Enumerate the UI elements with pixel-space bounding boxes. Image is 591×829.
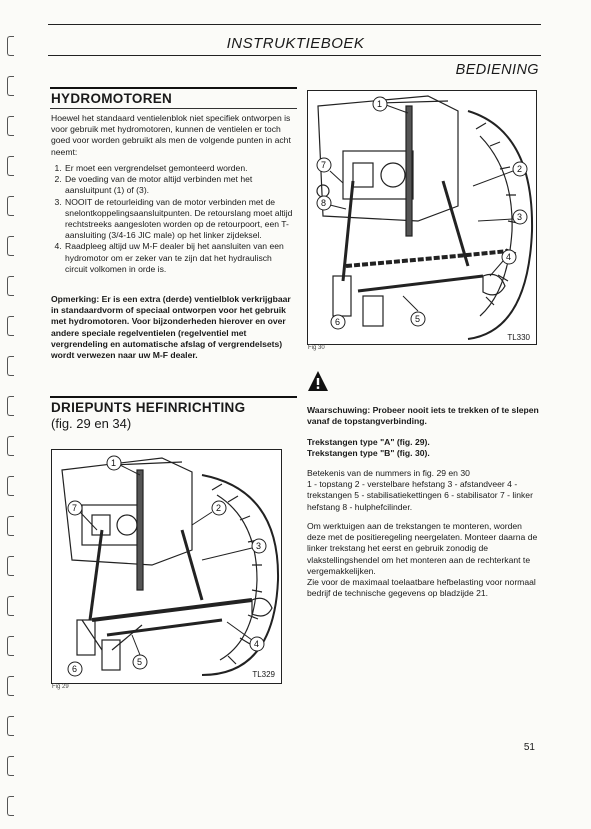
svg-text:1: 1 bbox=[377, 99, 383, 109]
driepunts-subtitle: (fig. 29 en 34) bbox=[51, 416, 132, 431]
binder-hole bbox=[7, 476, 14, 496]
binder-hole bbox=[7, 796, 14, 816]
warning-text: Waarschuwing: Probeer nooit iets te trekken of te slepen vanaf de topstangverbinding. bbox=[307, 405, 539, 427]
svg-text:3: 3 bbox=[256, 541, 262, 551]
svg-text:2: 2 bbox=[216, 503, 222, 513]
page-number: 51 bbox=[523, 742, 535, 753]
figure-29 bbox=[51, 449, 282, 684]
list-item: 2. De voeding van de motor altijd verbinden met het aansluitpunt (1) of (3). bbox=[64, 174, 296, 196]
type-a: Trekstangen type "A" (fig. 29). bbox=[307, 437, 430, 447]
callout-4 bbox=[227, 622, 264, 651]
binder-hole bbox=[7, 636, 14, 656]
type-b: Trekstangen type "B" (fig. 30). bbox=[307, 448, 430, 458]
list-item: 4. Raadpleeg altijd uw M-F dealer bij het aansluiten van een hydromotor om er zeker van te zijn dat het hydraulisch circuit volkomen in orde is. bbox=[64, 241, 296, 275]
section-bar bbox=[50, 87, 297, 89]
list-item: 1. Er moet een vergrendelset gemonteerd worden. bbox=[64, 163, 296, 174]
binder-hole bbox=[7, 356, 14, 376]
callout-3 bbox=[202, 539, 266, 560]
svg-text:7: 7 bbox=[72, 503, 78, 513]
hydromotoren-intro: Hoewel het standaard ventielenblok niet specifiek ontworpen is voor gebruik met hydromotoren, kunnen de ventielen er toch goed voor worden gebruikt als men de volgende punten in acht neemt: bbox=[51, 113, 291, 157]
binder-hole bbox=[7, 76, 14, 96]
svg-text:5: 5 bbox=[137, 657, 143, 667]
section-name: BEDIENING bbox=[455, 62, 539, 78]
binder-hole bbox=[7, 156, 14, 176]
callout-2 bbox=[192, 501, 226, 525]
binder-hole bbox=[7, 196, 14, 216]
callout-8 bbox=[317, 196, 346, 210]
hydromotoren-note: Opmerking: Er is een extra (derde) ventielblok verkrijgbaar in standaardvorm of speciaal ontworpen voor het gebruik met hydromotoren. Voor bijzonderheden hierover en over andere speciale regelventielen (regelventiel met vergrendeling en automatische afslag of vergrendelsets) wordt verwezen naar uw M-F dealer. bbox=[51, 294, 291, 361]
callout-6 bbox=[68, 662, 82, 676]
binder-hole bbox=[7, 316, 14, 336]
header-rule bbox=[48, 55, 541, 56]
header-rule bbox=[48, 24, 541, 25]
binder-hole bbox=[7, 676, 14, 696]
warning-triangle-icon bbox=[307, 370, 329, 392]
binder-hole bbox=[7, 516, 14, 536]
binder-hole bbox=[7, 236, 14, 256]
figure-code: TL329 bbox=[252, 670, 275, 679]
svg-text:4: 4 bbox=[254, 639, 260, 649]
callout-5 bbox=[403, 296, 425, 326]
binder-hole bbox=[7, 116, 14, 136]
binder-hole bbox=[7, 436, 14, 456]
svg-text:3: 3 bbox=[517, 212, 523, 222]
svg-text:5: 5 bbox=[415, 314, 421, 324]
section-bar bbox=[50, 396, 297, 398]
figure-code: TL330 bbox=[507, 333, 530, 342]
figure-label: Fig 29 bbox=[52, 684, 69, 690]
binder-hole bbox=[7, 756, 14, 776]
manual-title: INSTRUKTIEBOEK bbox=[226, 35, 365, 52]
binder-hole bbox=[7, 276, 14, 296]
callout-5 bbox=[132, 635, 147, 669]
tractor-linkage-illustration bbox=[308, 91, 536, 344]
callout-1 bbox=[107, 456, 140, 475]
driepunts-heading: DRIEPUNTS HEFINRICHTING bbox=[51, 400, 246, 415]
binder-hole bbox=[7, 716, 14, 736]
mounting-text: Om werktuigen aan de trekstangen te monteren, worden deze met de positieregeling neergelaten. Monteer daarna de linker trekstang het eerst en gebruik zonodig de vlakstellingshendel om het monteren aan de rechterkant te vergemakkelijken. Zie voor de maximaal toelaatbare hefbelasting voor normaal bedrijf de technische gegevens op bladzijde 21. bbox=[307, 521, 538, 599]
svg-text:6: 6 bbox=[335, 317, 341, 327]
binder-hole bbox=[7, 596, 14, 616]
callout-6 bbox=[331, 315, 345, 329]
svg-text:4: 4 bbox=[506, 252, 512, 262]
legend-text: Betekenis van de nummers in fig. 29 en 30 1 - topstang 2 - verstelbare hefstang 3 - afstandveer 4 - trekstangen 5 - stabilisatiekettingen 6 - stabilisator 7 - linker hefstang 8 - hulphefcilinder. bbox=[307, 468, 533, 512]
svg-text:6: 6 bbox=[72, 664, 78, 674]
svg-text:2: 2 bbox=[517, 164, 523, 174]
callout-3 bbox=[478, 210, 527, 224]
hydromotoren-heading: HYDROMOTOREN bbox=[51, 91, 173, 106]
figure-label: Fig 30 bbox=[308, 345, 325, 351]
tractor-linkage-illustration bbox=[52, 450, 281, 683]
binder-hole bbox=[7, 556, 14, 576]
list-item: 3. NOOIT de retourleiding van de motor verbinden met de snelontkoppelingsaansluitpunten. De retourslang moet altijd rechtstreeks aangesloten worden op de retourpoort, een T-aansluiting (3/4-16 JIC male) op het linker zijdeksel. bbox=[64, 197, 296, 242]
svg-text:8: 8 bbox=[321, 198, 327, 208]
heading-rule bbox=[50, 108, 297, 109]
svg-text:1: 1 bbox=[111, 458, 117, 468]
figure-30 bbox=[307, 90, 537, 345]
svg-text:7: 7 bbox=[321, 160, 327, 170]
hydromotoren-points bbox=[51, 163, 296, 275]
binder-hole bbox=[7, 396, 14, 416]
